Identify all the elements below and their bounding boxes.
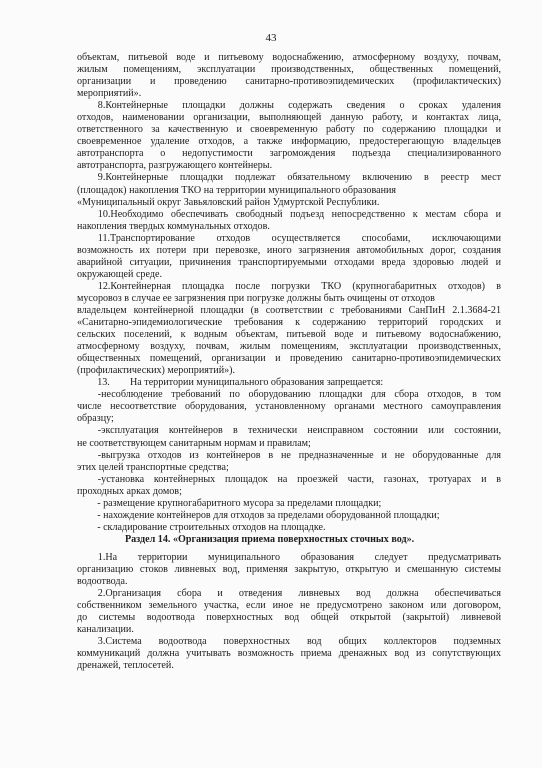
text-line: водоотвода. — [77, 576, 128, 588]
text-line: владельцем контейнерной площадки (в соответствии с требованиями СанПиН 2.1.3684-21 — [77, 304, 501, 316]
text-line: автотранспорта, разгружающего контейнеры. — [77, 160, 273, 172]
text-line: сельских поселений, к водным объектам, питьевой воде и питьевому водоснабжению, — [77, 329, 501, 341]
text-line: коммуникаций должна учитывать возможность приема дренажных вод из сопутствующих — [77, 648, 501, 660]
text-line: организацию стоков ливневых вод, применяя закрытую, открытую и смешанную системы — [77, 563, 501, 575]
text-line: мусоровоз в случае ее загрязнения при погрузке должны быть очищены от отходов — [77, 292, 435, 304]
text-line: собственником земельного участка, если иное не предусмотрено законом или договором, — [77, 600, 501, 612]
text-line: 3.Система водоотвода поверхностных вод общих коллекторов подземных — [97, 636, 501, 648]
document-body — [77, 52, 501, 672]
text-line: окружающей среде. — [77, 268, 162, 280]
text-line: жилым помещениям, эксплуатации производственных, общественных помещений, — [77, 64, 501, 76]
text-line: ответственного за качественную и своевременную работу по содержанию площадки и — [77, 124, 501, 136]
text-line: автотранспорта о недопустимости загромождения подъезда специализированного — [77, 148, 501, 160]
text-line: организации и проведению санитарно-противоэпидемических (профилактических) — [77, 76, 501, 88]
text-line: (профилактических) мероприятий»). — [77, 365, 236, 377]
section-heading: Раздел 14. «Организация приема поверхностных сточных вод». — [77, 533, 415, 545]
text-line: - складирование строительных отходов на площадке. — [77, 521, 326, 533]
text-line: до системы водоотвода поверхностных вод общей открытой (закрытой) ливневой — [77, 612, 501, 624]
text-line: 1.На территории муниципального образования следует предусматривать — [97, 551, 501, 563]
text-line: «Муниципальный округ Завьяловский район Удмуртской Республики. — [77, 196, 380, 208]
text-line: «Санитарно-эпидемиологические требования к содержанию территорий городских и — [77, 317, 501, 329]
text-line: 9.Контейнерные площадки подлежат обязательному включению в реестр мест — [97, 172, 501, 184]
text-line: -несоблюдение требований по оборудованию площадки для сбора отходов, в том — [97, 389, 501, 401]
text-line: -выгрузка отходов из контейнеров в не предназначенные и не оборудованные для — [97, 449, 501, 461]
text-line: канализации. — [77, 624, 134, 636]
text-line: своевременное удаление отходов, а также информацию, предостерегающую владельцев — [77, 136, 501, 148]
text-line: накопления твердых коммунальных отходов. — [77, 220, 270, 232]
text-line: 12.Контейнерная площадка после погрузки ТКО (крупногабаритных отходов) в — [97, 280, 501, 292]
text-line: проходных арках домов; — [77, 485, 182, 497]
text-line: атмосферному воздуху, почвам, жилым помещениям, эксплуатации производственных, — [77, 341, 501, 353]
text-line: (площадок) накопления ТКО на территории муниципального образования — [77, 184, 397, 196]
text-line: не соответствующем санитарным нормам и правилам; — [77, 437, 311, 449]
text-line: отходов, наименовании организации, выполняющей данную работу, и контактах лица, — [77, 112, 501, 124]
text-line: возможность их потери при перевозке, иного загрязнения автомобильных дорог, создания — [77, 244, 501, 256]
text-line: образцу; — [77, 413, 114, 425]
text-line: аварийной ситуации, причинения транспортируемыми отходами вреда здоровью людей и — [77, 256, 501, 268]
text-line: объектам, питьевой воде и питьевому водоснабжению, атмосферному воздуху, почвам, — [77, 52, 501, 63]
text-line: 13. На территории муниципального образования запрещается: — [77, 377, 384, 389]
text-line: 2.Организация сбора и отведения ливневых вод должна обеспечиваться — [97, 588, 501, 600]
text-line: - размещение крупногабаритного мусора за пределами площадки; — [77, 497, 382, 509]
text-line: -эксплуатация контейнеров в технически неисправном состоянии или состоянии, — [97, 425, 501, 437]
text-line: мероприятий». — [77, 88, 142, 100]
text-line: общественных помещений, организации и проведению санитарно-противоэпидемических — [77, 353, 501, 365]
text-line: 10.Необходимо обеспечивать свободный подъезд непосредственно к местам сбора и — [97, 208, 501, 220]
page-number: 43 — [265, 32, 277, 44]
text-line: числе несоответствие оборудования, установленному органами местного самоуправления — [77, 401, 501, 413]
text-line: - нахождение контейнеров для отходов за пределами оборудованной площадки; — [77, 509, 440, 521]
text-line: -установка контейнерных площадок на проезжей части, газонах, тротуарах и в — [97, 473, 501, 485]
text-line: дренажей, теплосетей. — [77, 660, 174, 672]
text-line: 8.Контейнерные площадки должны содержать сведения о сроках удаления — [97, 100, 501, 112]
text-line: 11.Транспортирование отходов осуществляется способами, исключающими — [97, 232, 501, 244]
text-line: этих целей транспортные средства; — [77, 461, 229, 473]
